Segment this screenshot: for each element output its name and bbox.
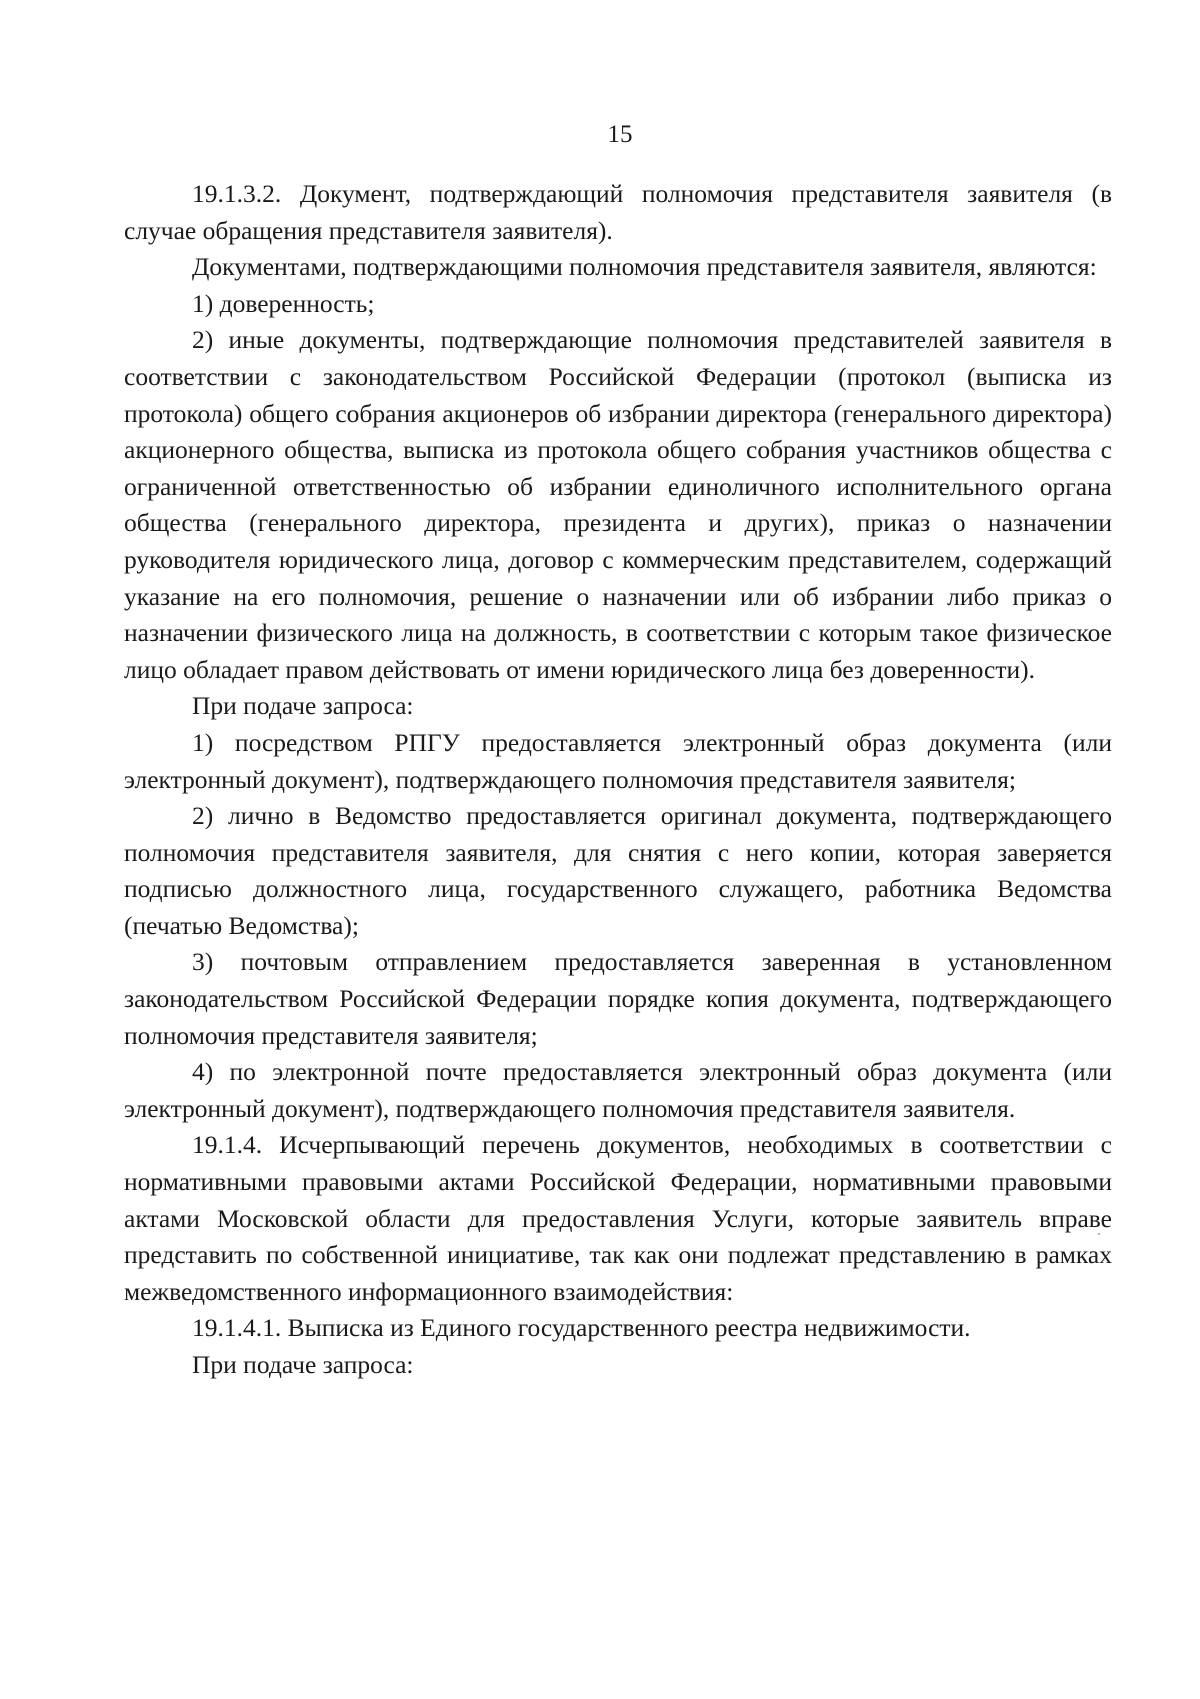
- list-item-in-person: 2) лично в Ведомство предоставляется оригинал документа, подтверждающего полномочия представителя заявителя, для снятия с него копии, которая заверяется подписью должностного лица, государственного служащего, работника Ведомства (печатью Ведомства);: [124, 801, 1112, 940]
- page-number: 15: [607, 121, 633, 148]
- paragraph-on-request: При подаче запроса:: [192, 691, 414, 721]
- list-item-by-email: 4) по электронной почте предоставляется электронный образ документа (или электронный документ), подтверждающего полномочия представителя заявителя.: [124, 1057, 1112, 1123]
- list-item-by-post: 3) почтовым отправлением предоставляется заверенная в установленном законодательством Российской Федерации порядке копия документа, подтверждающего полномочия представителя заявителя;: [124, 947, 1112, 1050]
- paragraph-representative-documents: Документами, подтверждающими полномочия представителя заявителя, являются:: [192, 252, 1097, 282]
- list-item-other-documents: 2) иные документы, подтверждающие полномочия представителей заявителя в соответствии с законодательством Российской Федерации (протокол (выписка из протокола) общего собрания акционеров об избрании директора (генерального директора) акционерного общества, выписка из протокола общего собрания участников общества с ограниченной ответственностью об избрании единоличного исполнительного органа общества (генерального директора, президента и других), приказ о назначении руководителя юридического лица, договор с коммерческим представителем, содержащий указание на его полномочия, решение о назначении или об избрании либо приказ о назначении физического лица на должность, в соответствии с которым такое физическое лицо обладает правом действовать от имени юридического лица без доверенности).: [124, 325, 1112, 684]
- paragraph-19-1-4: 19.1.4. Исчерпывающий перечень документов, необходимых в соответствии с нормативными правовыми актами Российской Федерации, нормативными правовыми актами Московской области для предоставления Услуги, которые заявитель вправе представить по собственной инициативе, так как они подлежат представлению в рамках межведомственного информационного взаимодействия:: [124, 1130, 1112, 1306]
- list-item-power-of-attorney: 1) доверенность;: [192, 288, 375, 318]
- document-body: [124, 176, 1112, 1384]
- paragraph-on-request-2: При подаче запроса:: [192, 1350, 414, 1379]
- paragraph-19-1-3-2: 19.1.3.2. Документ, подтверждающий полномочия представителя заявителя (в случае обращения представителя заявителя).: [124, 179, 1112, 245]
- scan-artifact: [1098, 1233, 1100, 1235]
- list-item-via-rpgu: 1) посредством РПГУ предоставляется электронный образ документа (или электронный документ), подтверждающего полномочия представителя заявителя;: [124, 727, 1112, 794]
- paragraph-19-1-4-1: 19.1.4.1. Выписка из Единого государственного реестра недвижимости.: [192, 1313, 971, 1343]
